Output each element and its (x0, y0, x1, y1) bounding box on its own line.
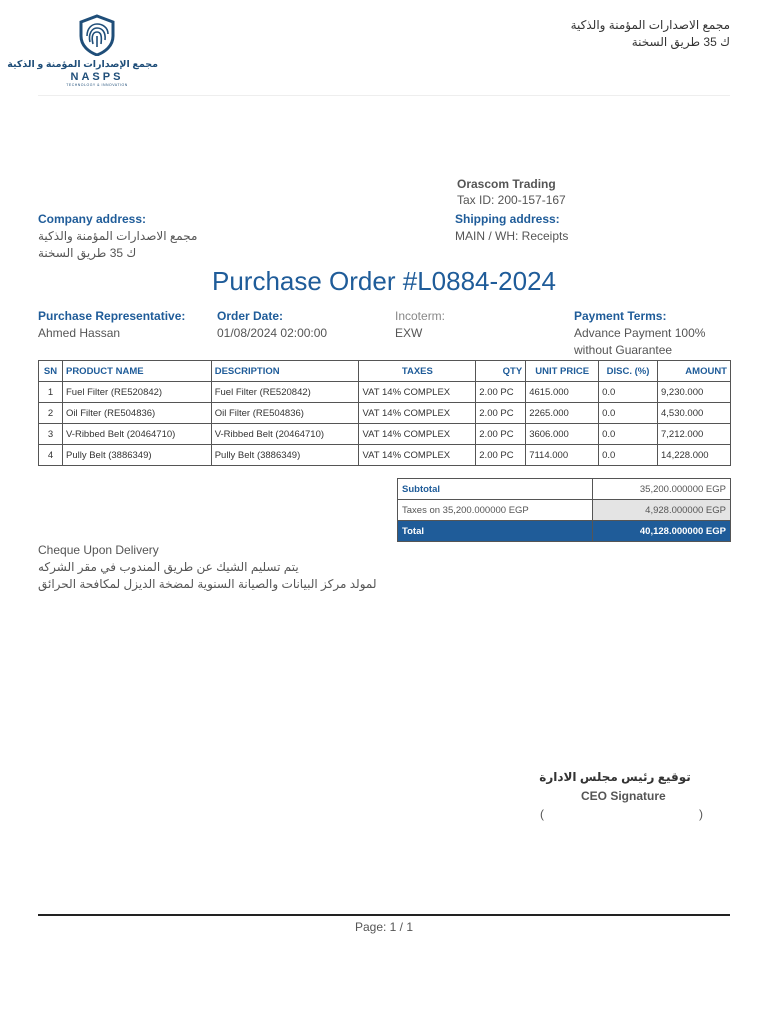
cell-qty: 2.00 PC (476, 424, 526, 445)
col-header-product: PRODUCT NAME (62, 361, 211, 382)
shipping-address-value: MAIN / WH: Receipts (455, 229, 569, 243)
cell-product: V-Ribbed Belt (20464710) (62, 424, 211, 445)
company-address-label: Company address: (38, 212, 147, 226)
rep-label: Purchase Representative: (38, 309, 186, 323)
cell-product: Pully Belt (3886349) (62, 445, 211, 466)
taxes-value: 4,928.000000 EGP (593, 500, 731, 521)
order-lines-table (38, 360, 731, 466)
col-header-taxes: TAXES (359, 361, 476, 382)
col-header-disc: DISC. (%) (599, 361, 658, 382)
payment-terms-line1: Advance Payment 100% (574, 326, 706, 340)
cell-amount: 9,230.000 (658, 382, 731, 403)
cell-unit-price: 4615.000 (526, 382, 599, 403)
cell-unit-price: 7114.000 (526, 445, 599, 466)
cell-description: Fuel Filter (RE520842) (211, 382, 359, 403)
cell-disc: 0.0 (599, 382, 658, 403)
shipping-address-label: Shipping address: (455, 212, 560, 226)
note-arabic-line1: يتم تسليم الشيك عن طريق المندوب في مقر الشركه (38, 560, 299, 574)
header-divider (38, 95, 730, 96)
logo-arabic-text: مجمع الإصدارات المؤمنة و الذكية (7, 59, 158, 70)
total-value: 40,128.000000 EGP (593, 521, 731, 542)
fingerprint-shield-icon (78, 14, 116, 56)
order-date-label: Order Date: (217, 309, 284, 323)
table-row (39, 445, 731, 466)
cell-description: V-Ribbed Belt (20464710) (211, 424, 359, 445)
col-header-amount: AMOUNT (658, 361, 731, 382)
table-row (39, 403, 731, 424)
subtotal-value: 35,200.000000 EGP (593, 479, 731, 500)
cell-amount: 7,212.000 (658, 424, 731, 445)
cell-sn: 4 (39, 445, 63, 466)
cell-description: Pully Belt (3886349) (211, 445, 359, 466)
cell-amount: 14,228.000 (658, 445, 731, 466)
cell-unit-price: 2265.000 (526, 403, 599, 424)
total-label: Total (398, 521, 593, 542)
payment-terms-label: Payment Terms: (574, 309, 667, 323)
col-header-qty: QTY (476, 361, 526, 382)
total-row (398, 521, 731, 542)
signature-arabic-label: توقيع رئيس مجلس الادارة (539, 770, 691, 784)
subtotal-label: Subtotal (398, 479, 593, 500)
signature-close-paren: ) (699, 807, 703, 821)
subtotal-row (398, 479, 731, 500)
cell-taxes: VAT 14% COMPLEX (359, 403, 476, 424)
logo-tagline: TECHNOLOGY & INNOVATION (66, 83, 128, 87)
logo-brand-text: NASPS (70, 71, 124, 83)
company-address-line2: ك 35 طريق السخنة (38, 246, 137, 260)
col-header-sn: SN (39, 361, 63, 382)
cell-description: Oil Filter (RE504836) (211, 403, 359, 424)
table-header-row (39, 361, 731, 382)
footer-divider (38, 914, 730, 916)
header-address (571, 17, 730, 51)
signature-open-paren: ( (540, 807, 544, 821)
cell-product: Fuel Filter (RE520842) (62, 382, 211, 403)
cell-qty: 2.00 PC (476, 403, 526, 424)
cell-disc: 0.0 (599, 445, 658, 466)
incoterm-value: EXW (395, 326, 423, 340)
page-number: Page: 1 / 1 (354, 920, 414, 934)
incoterm-label: Incoterm: (395, 309, 446, 323)
taxes-row (398, 500, 731, 521)
cell-qty: 2.00 PC (476, 445, 526, 466)
cell-taxes: VAT 14% COMPLEX (359, 424, 476, 445)
cell-sn: 1 (39, 382, 63, 403)
vendor-name: Orascom Trading (457, 177, 556, 191)
cell-disc: 0.0 (599, 403, 658, 424)
col-header-unit-price: UNIT PRICE (526, 361, 599, 382)
cell-unit-price: 3606.000 (526, 424, 599, 445)
order-date-value: 01/08/2024 02:00:00 (217, 326, 328, 340)
note-arabic-line2: لمولد مركز البيانات والصيانة السنوية لمضخة الديزل لمكافحة الحرائق (38, 577, 377, 591)
cell-disc: 0.0 (599, 424, 658, 445)
cell-sn: 3 (39, 424, 63, 445)
signature-english-label: CEO Signature (581, 789, 666, 803)
header-address-line1: مجمع الاصدارات المؤمنة والذكية (570, 18, 730, 32)
cell-amount: 4,530.000 (658, 403, 731, 424)
document-title: Purchase Order #L0884-2024 (211, 266, 556, 296)
totals-table (397, 478, 731, 542)
note-payment-method: Cheque Upon Delivery (38, 543, 159, 557)
payment-terms-line2: without Guarantee (574, 343, 673, 357)
cell-sn: 2 (39, 403, 63, 424)
header-address-line2: ك 35 طريق السخنة (631, 35, 730, 49)
taxes-label: Taxes on 35,200.000000 EGP (398, 500, 593, 521)
col-header-description: DESCRIPTION (211, 361, 359, 382)
table-row (39, 424, 731, 445)
cell-taxes: VAT 14% COMPLEX (359, 382, 476, 403)
rep-value: Ahmed Hassan (38, 326, 121, 340)
vendor-tax-id: Tax ID: 200-157-167 (457, 193, 566, 207)
cell-product: Oil Filter (RE504836) (62, 403, 211, 424)
company-logo (7, 14, 158, 100)
cell-taxes: VAT 14% COMPLEX (359, 445, 476, 466)
table-row (39, 382, 731, 403)
company-address-line1: مجمع الاصدارات المؤمنة والذكية (38, 229, 198, 243)
cell-qty: 2.00 PC (476, 382, 526, 403)
